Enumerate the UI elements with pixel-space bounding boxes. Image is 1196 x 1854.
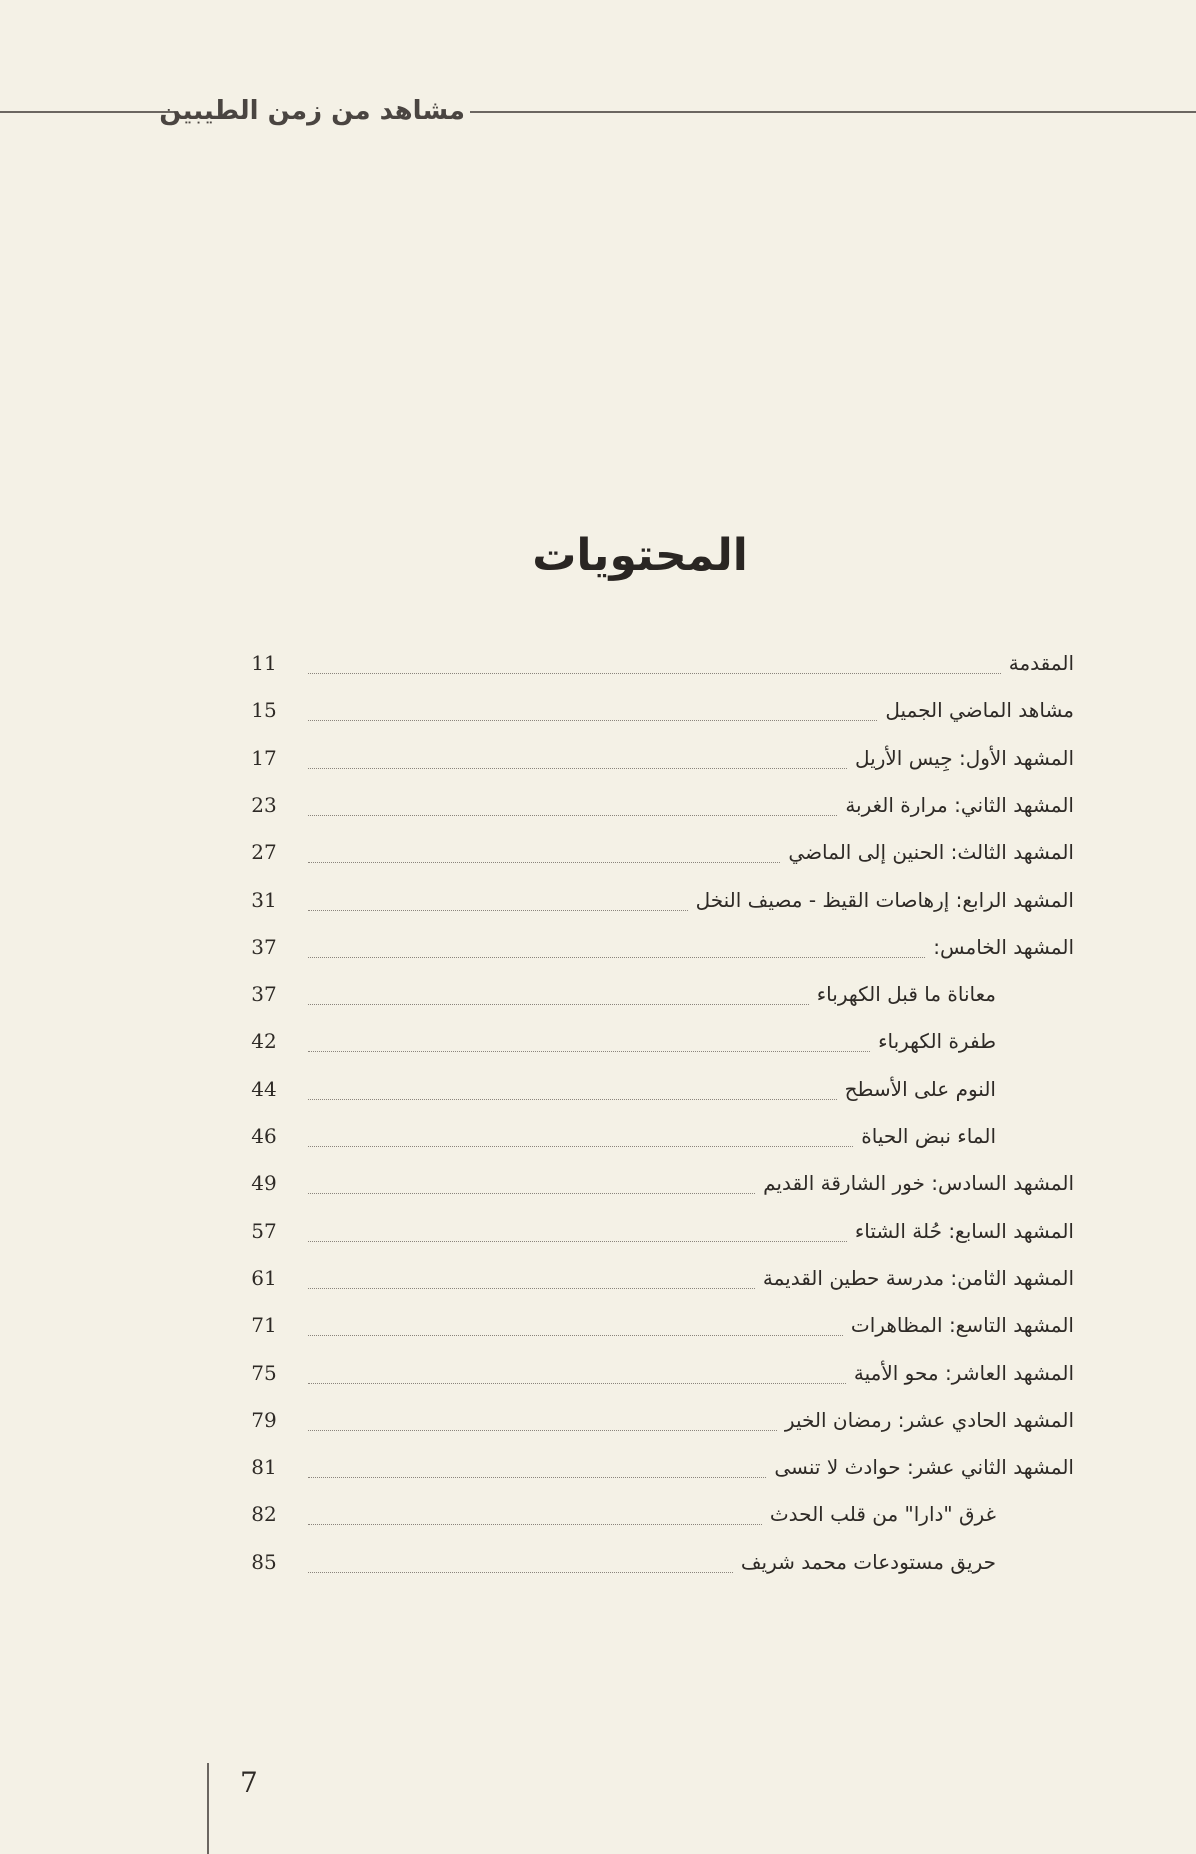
toc-entry-page: 42 [251, 1029, 277, 1054]
toc-entry[interactable] [0, 830, 1196, 870]
toc-entry-label: المشهد التاسع: المظاهرات [850, 1313, 1074, 1338]
toc-leader-dots [308, 1241, 847, 1242]
toc-entry[interactable] [0, 688, 1196, 728]
toc-entry-label: المشهد الثالث: الحنين إلى الماضي [788, 840, 1074, 865]
toc-entry-page: 71 [251, 1313, 277, 1338]
toc-leader-dots [308, 1335, 843, 1336]
toc-entry-page: 17 [251, 745, 277, 770]
toc-entry[interactable] [0, 1256, 1196, 1296]
toc-entry-label: مشاهد الماضي الجميل [885, 698, 1074, 723]
toc-leader-dots [308, 768, 847, 769]
toc-entry-page: 82 [251, 1502, 277, 1527]
toc-entry-page: 61 [251, 1265, 277, 1290]
toc-leader-dots [308, 1430, 777, 1431]
toc-leader-dots [308, 862, 780, 863]
toc-leader-dots [308, 720, 877, 721]
toc-title: المحتويات [532, 530, 748, 581]
toc-entry[interactable] [0, 1303, 1196, 1343]
toc-entry-label: الماء نبض الحياة [861, 1124, 996, 1148]
toc-entry-label: المشهد الخامس: [933, 934, 1074, 959]
toc-entry-label: المشهد الثاني عشر: حوادث لا تنسى [774, 1455, 1074, 1480]
toc-entry-page: 57 [251, 1218, 277, 1243]
toc-entry-page: 23 [251, 792, 277, 817]
header-rule-left [0, 111, 178, 113]
toc-entry[interactable] [0, 1209, 1196, 1249]
toc-leader-dots [308, 1051, 870, 1052]
toc-entry-label: معاناة ما قبل الكهرباء [816, 982, 996, 1007]
toc-entry-label: المشهد السادس: خور الشارقة القديم [763, 1171, 1074, 1196]
toc-entry-page: 79 [251, 1407, 277, 1432]
toc-entry-label: المشهد الثامن: مدرسة حطين القديمة [762, 1265, 1074, 1290]
toc-entry[interactable] [0, 641, 1196, 681]
toc-entry-page: 31 [251, 887, 277, 912]
toc-entry-page: 49 [251, 1171, 277, 1196]
toc-leader-dots [308, 1572, 733, 1573]
toc-entry[interactable] [0, 972, 1196, 1012]
toc-entry-label: المشهد العاشر: محو الأمية [853, 1360, 1074, 1385]
toc-leader-dots [308, 1524, 762, 1525]
toc-entry[interactable] [0, 1445, 1196, 1485]
toc-entry-label: المشهد الحادي عشر: رمضان الخير [784, 1407, 1074, 1432]
header-rule-right [470, 111, 1196, 113]
toc-entry[interactable] [0, 1351, 1196, 1391]
toc-leader-dots [308, 1477, 766, 1478]
toc-entry-page: 11 [251, 651, 277, 675]
toc-entry-label: المشهد الرابع: إرهاصات القيظ - مصيف النخل [695, 887, 1074, 912]
toc-leader-dots [308, 910, 688, 911]
toc-entry-page: 46 [251, 1124, 277, 1148]
toc-leader-dots [308, 673, 1001, 674]
toc-entry-page: 44 [251, 1076, 277, 1101]
toc-entry-page: 37 [251, 934, 277, 959]
toc-leader-dots [308, 1004, 809, 1005]
toc-entry-label: غرق "دارا" من قلب الحدث [769, 1502, 996, 1527]
toc-leader-dots [308, 1146, 853, 1147]
toc-entry-label: حريق مستودعات محمد شريف [740, 1549, 996, 1574]
toc-entry[interactable] [0, 1161, 1196, 1201]
toc-leader-dots [308, 1193, 755, 1194]
toc-entry-page: 85 [251, 1549, 277, 1574]
toc-leader-dots [308, 815, 837, 816]
toc-entry[interactable] [0, 925, 1196, 965]
toc-entry-label: المقدمة [1008, 651, 1074, 675]
toc-entry-label: طفرة الكهرباء [878, 1029, 996, 1054]
folio-rule [207, 1763, 209, 1854]
toc-leader-dots [308, 1383, 846, 1384]
toc-entry-label: المشهد الثاني: مرارة الغربة [845, 792, 1074, 817]
page-number: 7 [240, 1766, 258, 1799]
toc-entry-label: المشهد الأول: جِيس الأريل [855, 745, 1074, 770]
running-head: مشاهد من زمن الطيبين [159, 96, 465, 126]
toc-entry[interactable] [0, 1540, 1196, 1580]
toc-entry[interactable] [0, 736, 1196, 776]
toc-leader-dots [308, 1099, 837, 1100]
toc-entry[interactable] [0, 1398, 1196, 1438]
toc-entry-label: النوم على الأسطح [844, 1076, 996, 1101]
toc-entry[interactable] [0, 1492, 1196, 1532]
toc-entry-page: 27 [251, 840, 277, 865]
toc-entry-label: المشهد السابع: حُلة الشتاء [854, 1218, 1074, 1243]
toc-entry[interactable] [0, 1114, 1196, 1154]
toc-entry[interactable] [0, 783, 1196, 823]
toc-entry[interactable] [0, 878, 1196, 918]
toc-entry-page: 15 [251, 698, 277, 723]
toc-entry-page: 81 [251, 1455, 277, 1480]
toc-leader-dots [308, 1288, 755, 1289]
toc-entry-page: 75 [251, 1360, 277, 1385]
toc-entry[interactable] [0, 1019, 1196, 1059]
toc-leader-dots [308, 957, 925, 958]
toc-entry-page: 37 [251, 982, 277, 1007]
toc-entry[interactable] [0, 1067, 1196, 1107]
